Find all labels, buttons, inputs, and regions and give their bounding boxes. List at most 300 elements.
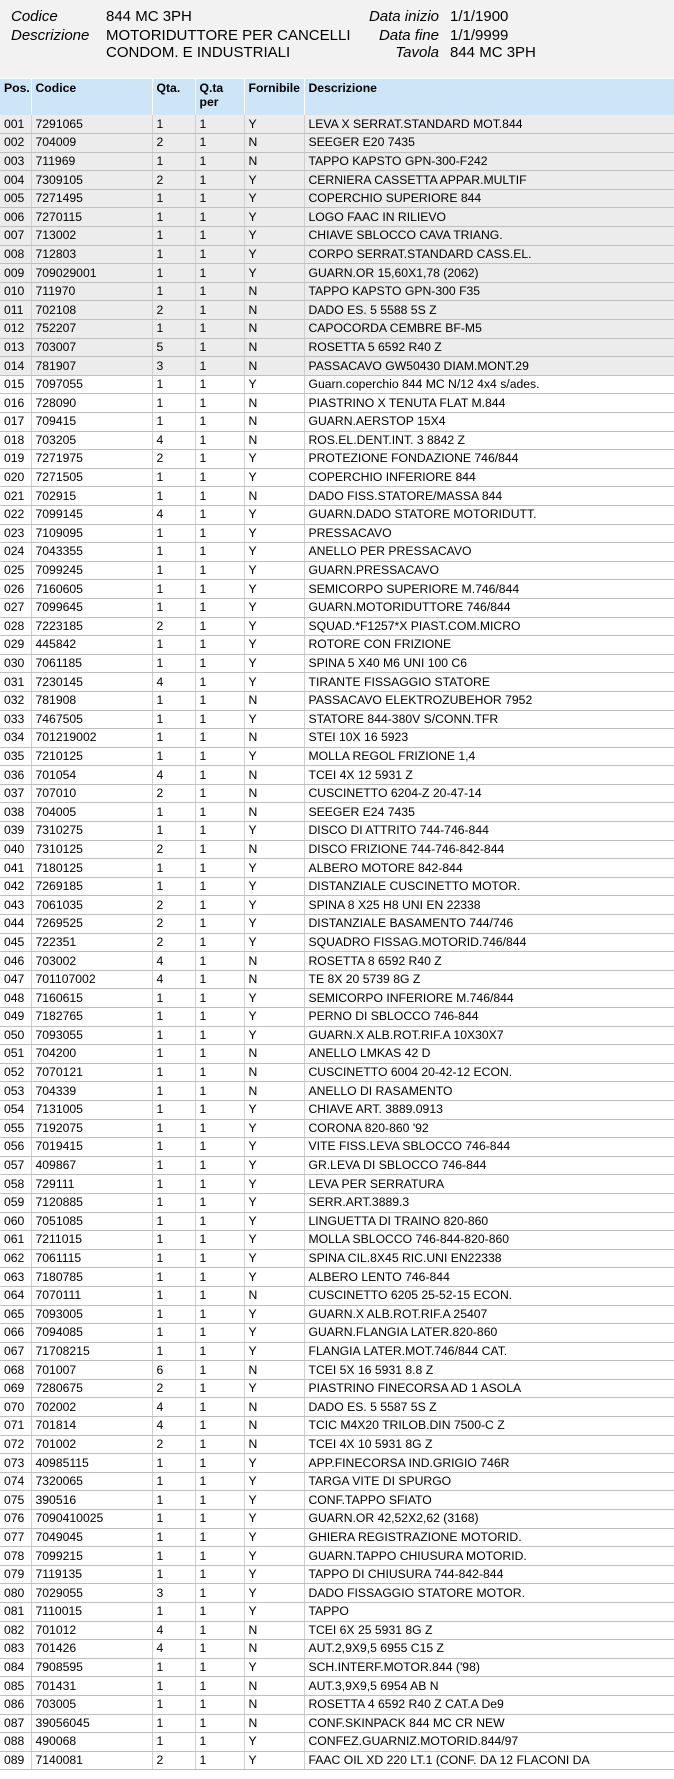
parts-table [0, 79, 674, 1770]
cell-available: Y [244, 1324, 304, 1343]
table-row [0, 1695, 674, 1714]
cell-description: DADO ES. 5 5588 5S Z [304, 301, 674, 320]
cell-code: 7131005 [31, 1100, 152, 1119]
table-row [0, 1454, 674, 1473]
table-row [0, 264, 674, 283]
cell-pos: 036 [0, 766, 31, 785]
cell-qty-per: 1 [195, 1417, 244, 1436]
cell-description: GUARN.FLANGIA LATER.820-860 [304, 1324, 674, 1343]
cell-available: Y [244, 227, 304, 246]
table-row [0, 1286, 674, 1305]
cell-pos: 056 [0, 1138, 31, 1157]
cell-description: PRESSACAVO [304, 524, 674, 543]
cell-qty-per: 1 [195, 989, 244, 1008]
cell-qty-per: 1 [195, 822, 244, 841]
cell-description: GUARN.AERSTOP 15X4 [304, 413, 674, 432]
cell-code: 7061115 [31, 1249, 152, 1268]
cell-qty: 4 [152, 431, 195, 450]
cell-description: TCEI 6X 25 5931 8G Z [304, 1621, 674, 1640]
cell-code: 7099215 [31, 1547, 152, 1566]
table-row [0, 1100, 674, 1119]
cell-available: N [244, 1714, 304, 1733]
cell-qty-per: 1 [195, 1156, 244, 1175]
cell-available: Y [244, 933, 304, 952]
table-row [0, 617, 674, 636]
cell-available: Y [244, 543, 304, 562]
table-row [0, 171, 674, 190]
cell-description: SEEGER E20 7435 [304, 134, 674, 153]
cell-pos: 065 [0, 1305, 31, 1324]
cell-code: 7908595 [31, 1658, 152, 1677]
cell-pos: 084 [0, 1658, 31, 1677]
cell-pos: 049 [0, 1008, 31, 1027]
cell-pos: 022 [0, 505, 31, 524]
cell-description: CONF.SKINPACK 844 MC CR NEW [304, 1714, 674, 1733]
cell-available: N [244, 1621, 304, 1640]
cell-available: N [244, 970, 304, 989]
cell-qty: 4 [152, 970, 195, 989]
cell-qty-per: 1 [195, 338, 244, 357]
cell-qty-per: 1 [195, 357, 244, 376]
cell-code: 7269185 [31, 877, 152, 896]
table-row [0, 1584, 674, 1603]
cell-pos: 013 [0, 338, 31, 357]
cell-qty: 1 [152, 468, 195, 487]
cell-qty: 1 [152, 208, 195, 227]
cell-description: PIASTRINO FINECORSA AD 1 ASOLA [304, 1379, 674, 1398]
cell-qty-per: 1 [195, 1603, 244, 1622]
cell-pos: 060 [0, 1212, 31, 1231]
cell-qty: 1 [152, 1249, 195, 1268]
cell-qty: 1 [152, 1454, 195, 1473]
table-row [0, 189, 674, 208]
cell-qty-per: 1 [195, 505, 244, 524]
cell-pos: 017 [0, 413, 31, 432]
table-row [0, 1268, 674, 1287]
cell-code: 703005 [31, 1695, 152, 1714]
cell-pos: 071 [0, 1417, 31, 1436]
cell-qty-per: 1 [195, 1212, 244, 1231]
cell-pos: 081 [0, 1603, 31, 1622]
cell-qty: 1 [152, 1138, 195, 1157]
cell-qty: 1 [152, 152, 195, 171]
table-row [0, 1547, 674, 1566]
cell-qty: 2 [152, 171, 195, 190]
column-header-qty-per [195, 79, 244, 115]
cell-description: LOGO FAAC IN RILIEVO [304, 208, 674, 227]
cell-qty-per: 1 [195, 1510, 244, 1529]
table-row [0, 357, 674, 376]
table-row [0, 245, 674, 264]
cell-qty-per: 1 [195, 115, 244, 134]
cell-description: ANELLO DI RASAMENTO [304, 1082, 674, 1101]
cell-qty: 1 [152, 1565, 195, 1584]
cell-available: Y [244, 561, 304, 580]
cell-qty-per: 1 [195, 1733, 244, 1752]
cell-available: Y [244, 1305, 304, 1324]
cell-qty-per: 1 [195, 580, 244, 599]
table-row [0, 1733, 674, 1752]
cell-description: GUARN.PRESSACAVO [304, 561, 674, 580]
cell-description: ROSETTA 8 6592 R40 Z [304, 952, 674, 971]
table-row [0, 915, 674, 934]
cell-qty: 2 [152, 1435, 195, 1454]
table-row [0, 1063, 674, 1082]
cell-description: PIASTRINO X TENUTA FLAT M.844 [304, 394, 674, 413]
cell-available: Y [244, 1454, 304, 1473]
cell-description: SCH.INTERF.MOTOR.844 ('98) [304, 1658, 674, 1677]
cell-qty: 4 [152, 1621, 195, 1640]
table-row [0, 1603, 674, 1622]
cell-qty-per: 1 [195, 320, 244, 339]
cell-available: Y [244, 989, 304, 1008]
cell-code: 71708215 [31, 1342, 152, 1361]
table-row [0, 1305, 674, 1324]
description-line-2: CONDOM. E INDUSTRIALI [106, 44, 291, 61]
cell-description: CUSCINETTO 6004 20-42-12 ECON. [304, 1063, 674, 1082]
cell-description: CERNIERA CASSETTA APPAR.MULTIF [304, 171, 674, 190]
cell-code: 701002 [31, 1435, 152, 1454]
table-row [0, 1435, 674, 1454]
cell-qty-per: 1 [195, 1175, 244, 1194]
cell-pos: 087 [0, 1714, 31, 1733]
cell-qty-per: 1 [195, 691, 244, 710]
cell-description: DISTANZIALE CUSCINETTO MOTOR. [304, 877, 674, 896]
cell-pos: 068 [0, 1361, 31, 1380]
cell-code: 781907 [31, 357, 152, 376]
cell-code: 7280675 [31, 1379, 152, 1398]
table-row [0, 1175, 674, 1194]
cell-description: TAPPO DI CHIUSURA 744-842-844 [304, 1565, 674, 1584]
table-row [0, 1342, 674, 1361]
cell-available: N [244, 301, 304, 320]
cell-pos: 009 [0, 264, 31, 283]
cell-qty-per: 1 [195, 134, 244, 153]
cell-pos: 080 [0, 1584, 31, 1603]
table-row [0, 636, 674, 655]
cell-available: N [244, 1640, 304, 1659]
table-row [0, 803, 674, 822]
cell-code: 704005 [31, 803, 152, 822]
cell-pos: 086 [0, 1695, 31, 1714]
cell-qty-per: 1 [195, 1584, 244, 1603]
cell-description: GUARN.OR 15,60X1,78 (2062) [304, 264, 674, 283]
cell-qty-per: 1 [195, 264, 244, 283]
start-date-label: Data inizio [368, 8, 439, 25]
cell-qty: 2 [152, 450, 195, 469]
cell-code: 728090 [31, 394, 152, 413]
cell-description: FLANGIA LATER.MOT.746/844 CAT. [304, 1342, 674, 1361]
table-row [0, 822, 674, 841]
cell-available: N [244, 729, 304, 748]
table-row [0, 487, 674, 506]
cell-description: GR.LEVA DI SBLOCCO 746-844 [304, 1156, 674, 1175]
cell-available: N [244, 952, 304, 971]
cell-qty: 2 [152, 784, 195, 803]
cell-qty-per: 1 [195, 1695, 244, 1714]
cell-code: 7061035 [31, 896, 152, 915]
cell-qty-per: 1 [195, 933, 244, 952]
cell-qty-per: 1 [195, 245, 244, 264]
cell-pos: 089 [0, 1751, 31, 1770]
table-row [0, 468, 674, 487]
cell-description: SEMICORPO INFERIORE M.746/844 [304, 989, 674, 1008]
table-row [0, 1751, 674, 1770]
cell-available: N [244, 394, 304, 413]
cell-pos: 054 [0, 1100, 31, 1119]
cell-description: DISCO FRIZIONE 744-746-842-844 [304, 840, 674, 859]
table-row [0, 1398, 674, 1417]
cell-qty-per: 1 [195, 1565, 244, 1584]
cell-code: 713002 [31, 227, 152, 246]
cell-code: 7090410025 [31, 1510, 152, 1529]
table-row [0, 394, 674, 413]
table-row [0, 1082, 674, 1101]
cell-pos: 007 [0, 227, 31, 246]
cell-pos: 075 [0, 1491, 31, 1510]
code-value: 844 MC 3PH [106, 8, 192, 25]
cell-code: 701012 [31, 1621, 152, 1640]
cell-available: Y [244, 1565, 304, 1584]
cell-description: COPERCHIO INFERIORE 844 [304, 468, 674, 487]
table-row [0, 431, 674, 450]
cell-available: Y [244, 245, 304, 264]
cell-qty: 1 [152, 1342, 195, 1361]
cell-qty: 1 [152, 1324, 195, 1343]
cell-description: DADO ES. 5 5587 5S Z [304, 1398, 674, 1417]
cell-available: N [244, 357, 304, 376]
table-row [0, 413, 674, 432]
cell-qty: 1 [152, 1677, 195, 1696]
cell-qty-per: 1 [195, 710, 244, 729]
cell-qty-per: 1 [195, 617, 244, 636]
cell-code: 390516 [31, 1491, 152, 1510]
cell-available: Y [244, 1584, 304, 1603]
cell-code: 7110015 [31, 1603, 152, 1622]
cell-code: 7310275 [31, 822, 152, 841]
cell-available: N [244, 1695, 304, 1714]
table-row [0, 227, 674, 246]
cell-available: Y [244, 1008, 304, 1027]
column-header-qty: Qta. [152, 79, 195, 115]
cell-description: GUARN.DADO STATORE MOTORIDUTT. [304, 505, 674, 524]
cell-qty: 1 [152, 1472, 195, 1491]
cell-code: 701007 [31, 1361, 152, 1380]
cell-description: ALBERO MOTORE 842-844 [304, 859, 674, 878]
cell-pos: 023 [0, 524, 31, 543]
table-row [0, 115, 674, 134]
table-row [0, 1714, 674, 1733]
cell-qty-per: 1 [195, 952, 244, 971]
cell-code: 7029055 [31, 1584, 152, 1603]
cell-code: 7061185 [31, 654, 152, 673]
cell-available: Y [244, 896, 304, 915]
cell-qty: 1 [152, 803, 195, 822]
cell-pos: 076 [0, 1510, 31, 1529]
cell-qty: 2 [152, 915, 195, 934]
table-row [0, 766, 674, 785]
cell-code: 722351 [31, 933, 152, 952]
cell-pos: 019 [0, 450, 31, 469]
cell-description: GUARN.MOTORIDUTTORE 746/844 [304, 598, 674, 617]
cell-qty-per: 1 [195, 152, 244, 171]
column-header-pos: Pos. [0, 79, 31, 115]
table-row [0, 1119, 674, 1138]
cell-description: ANELLO LMKAS 42 D [304, 1045, 674, 1064]
cell-code: 445842 [31, 636, 152, 655]
cell-pos: 031 [0, 673, 31, 692]
cell-qty: 5 [152, 338, 195, 357]
cell-qty: 2 [152, 933, 195, 952]
table-row [0, 896, 674, 915]
cell-qty-per: 1 [195, 1231, 244, 1250]
cell-pos: 070 [0, 1398, 31, 1417]
cell-pos: 083 [0, 1640, 31, 1659]
table-row [0, 450, 674, 469]
cell-code: 707010 [31, 784, 152, 803]
cell-qty: 1 [152, 1286, 195, 1305]
cell-pos: 033 [0, 710, 31, 729]
cell-pos: 088 [0, 1733, 31, 1752]
cell-pos: 032 [0, 691, 31, 710]
cell-qty: 2 [152, 840, 195, 859]
cell-qty-per: 1 [195, 598, 244, 617]
cell-pos: 074 [0, 1472, 31, 1491]
cell-qty: 1 [152, 877, 195, 896]
cell-code: 709029001 [31, 264, 152, 283]
table-row [0, 933, 674, 952]
cell-qty-per: 1 [195, 1714, 244, 1733]
cell-qty: 2 [152, 896, 195, 915]
cell-available: Y [244, 264, 304, 283]
cell-available: N [244, 1417, 304, 1436]
cell-pos: 018 [0, 431, 31, 450]
cell-pos: 077 [0, 1528, 31, 1547]
cell-pos: 005 [0, 189, 31, 208]
cell-qty: 2 [152, 301, 195, 320]
cell-qty: 1 [152, 1119, 195, 1138]
cell-qty: 1 [152, 859, 195, 878]
cell-available: Y [244, 1751, 304, 1770]
cell-available: Y [244, 524, 304, 543]
cell-available: Y [244, 1175, 304, 1194]
cell-available: Y [244, 859, 304, 878]
cell-qty-per: 1 [195, 208, 244, 227]
cell-description: DADO FISSAGGIO STATORE MOTOR. [304, 1584, 674, 1603]
cell-description: CUSCINETTO 6205 25-52-15 ECON. [304, 1286, 674, 1305]
cell-description: CAPOCORDA CEMBRE BF-M5 [304, 320, 674, 339]
cell-code: 729111 [31, 1175, 152, 1194]
cell-code: 7049045 [31, 1528, 152, 1547]
cell-qty: 1 [152, 1528, 195, 1547]
cell-code: 701431 [31, 1677, 152, 1696]
cell-pos: 016 [0, 394, 31, 413]
cell-qty-per: 1 [195, 487, 244, 506]
cell-available: N [244, 1045, 304, 1064]
table-row [0, 877, 674, 896]
cell-code: 7093055 [31, 1026, 152, 1045]
cell-pos: 014 [0, 357, 31, 376]
cell-code: 704200 [31, 1045, 152, 1064]
cell-code: 704339 [31, 1082, 152, 1101]
cell-available: Y [244, 673, 304, 692]
cell-available: Y [244, 1379, 304, 1398]
cell-code: 7140081 [31, 1751, 152, 1770]
cell-description: TAPPO KAPSTO GPN-300-F242 [304, 152, 674, 171]
cell-pos: 040 [0, 840, 31, 859]
cell-description: AUT.3,9X9,5 6954 AB N [304, 1677, 674, 1696]
cell-description: CONFEZ.GUARNIZ.MOTORID.844/97 [304, 1733, 674, 1752]
cell-available: Y [244, 1193, 304, 1212]
cell-qty: 1 [152, 413, 195, 432]
cell-qty-per: 1 [195, 1342, 244, 1361]
table-row [0, 301, 674, 320]
cell-available: Y [244, 1510, 304, 1529]
column-header-qty-per-text: Q.ta per [199, 81, 224, 109]
cell-code: 7271505 [31, 468, 152, 487]
cell-qty: 1 [152, 1193, 195, 1212]
table-row [0, 747, 674, 766]
table-row [0, 1621, 674, 1640]
cell-qty-per: 1 [195, 803, 244, 822]
cell-qty-per: 1 [195, 375, 244, 394]
cell-description: VITE FISS.LEVA SBLOCCO 746-844 [304, 1138, 674, 1157]
table-label: Tavola [395, 44, 439, 61]
cell-code: 711969 [31, 152, 152, 171]
cell-available: Y [244, 468, 304, 487]
cell-pos: 064 [0, 1286, 31, 1305]
cell-code: 703007 [31, 338, 152, 357]
cell-qty-per: 1 [195, 301, 244, 320]
cell-qty-per: 1 [195, 1547, 244, 1566]
table-row [0, 952, 674, 971]
cell-qty-per: 1 [195, 654, 244, 673]
cell-code: 702002 [31, 1398, 152, 1417]
cell-qty: 1 [152, 189, 195, 208]
table-row [0, 729, 674, 748]
cell-description: Guarn.coperchio 844 MC N/12 4x4 s/ades. [304, 375, 674, 394]
cell-available: Y [244, 1156, 304, 1175]
cell-code: 7310125 [31, 840, 152, 859]
table-row [0, 338, 674, 357]
cell-available: Y [244, 1212, 304, 1231]
cell-description: TE 8X 20 5739 8G Z [304, 970, 674, 989]
table-row [0, 691, 674, 710]
table-row [0, 580, 674, 599]
cell-pos: 067 [0, 1342, 31, 1361]
cell-description: ROSETTA 5 6592 R40 Z [304, 338, 674, 357]
cell-description: DISTANZIALE BASAMENTO 744/746 [304, 915, 674, 934]
cell-description: GUARN.OR 42,52X2,62 (3168) [304, 1510, 674, 1529]
cell-pos: 004 [0, 171, 31, 190]
cell-description: TCEI 5X 16 5931 8.8 Z [304, 1361, 674, 1380]
column-header-code: Codice [31, 79, 152, 115]
cell-description: LEVA PER SERRATURA [304, 1175, 674, 1194]
end-date-value: 1/1/9999 [450, 27, 509, 44]
cell-description: SPINA 8 X25 H8 UNI EN 22338 [304, 896, 674, 915]
cell-description: TARGA VITE DI SPURGO [304, 1472, 674, 1491]
cell-code: 703205 [31, 431, 152, 450]
cell-description: TCIC M4X20 TRILOB.DIN 7500-C Z [304, 1417, 674, 1436]
cell-code: 709415 [31, 413, 152, 432]
cell-description: GUARN.X ALB.ROT.RIF.A 25407 [304, 1305, 674, 1324]
column-header-available: Fornibile [244, 79, 304, 115]
cell-qty-per: 1 [195, 747, 244, 766]
cell-code: 7099245 [31, 561, 152, 580]
cell-code: 7109095 [31, 524, 152, 543]
cell-description: COPERCHIO SUPERIORE 844 [304, 189, 674, 208]
cell-qty: 1 [152, 691, 195, 710]
